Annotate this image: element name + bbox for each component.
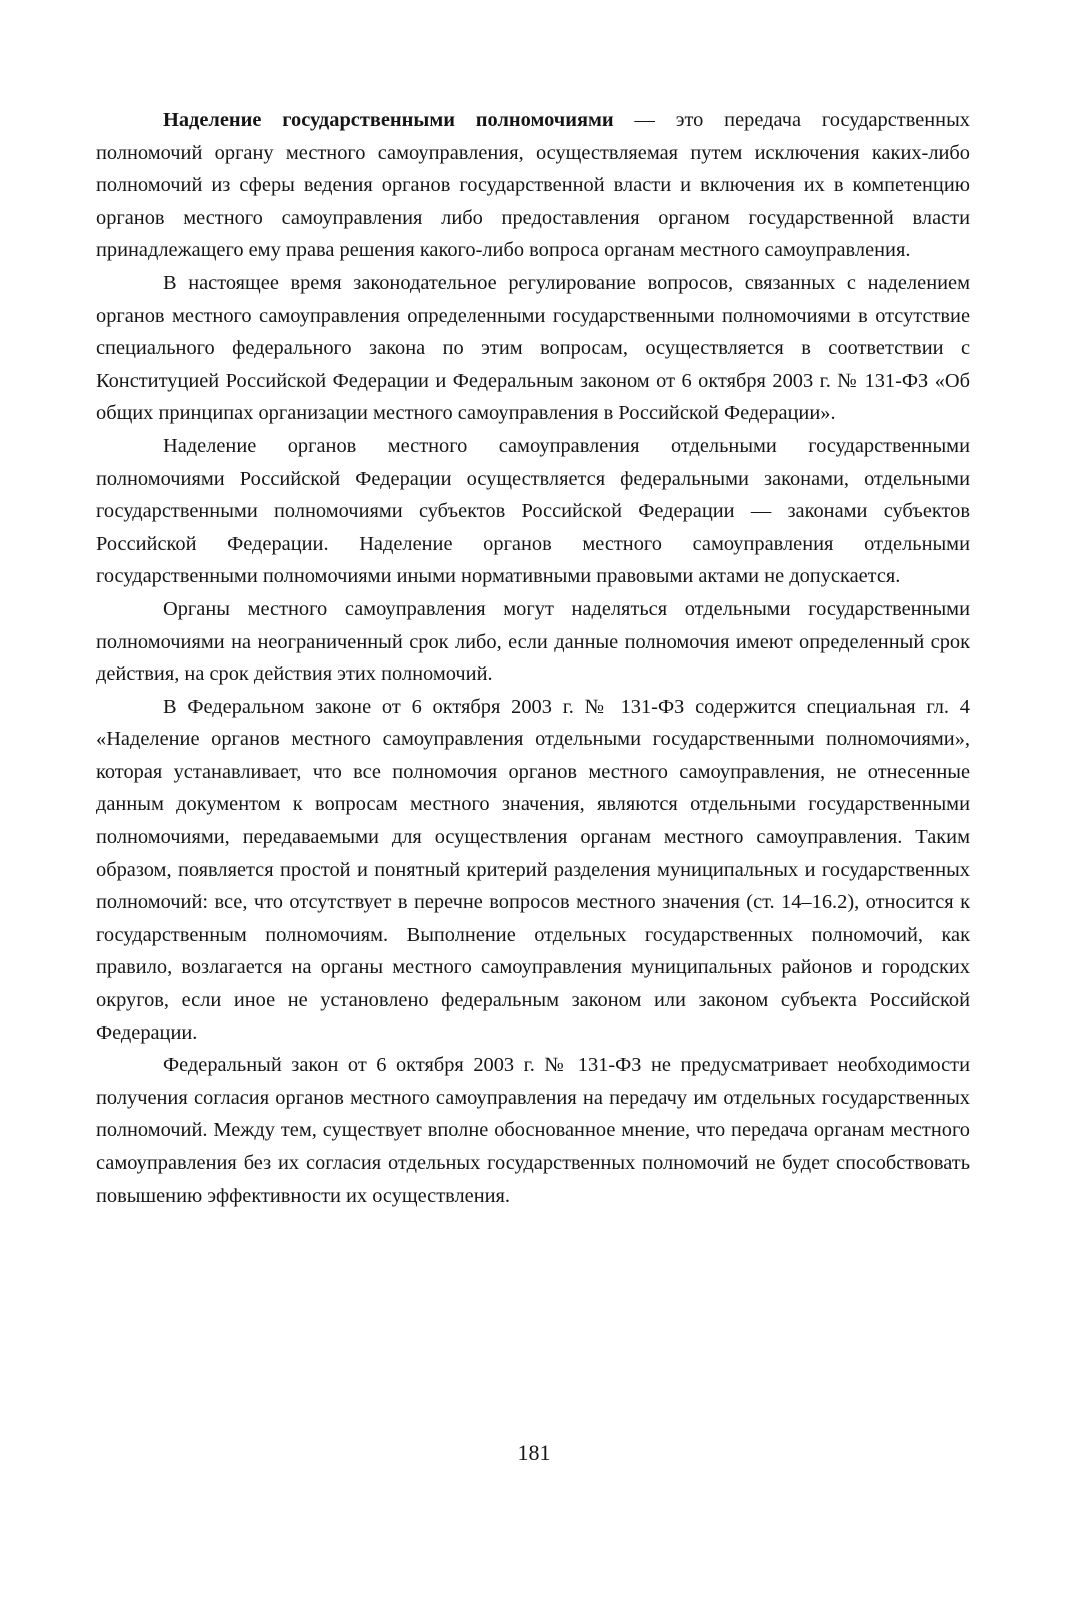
paragraph: В Федеральном законе от 6 октября 2003 г. № 131-ФЗ содержится специальная гл. 4 «Наделение органов местного самоуправления отдельными государственными полномочиями», которая устанавливает, что все полномочия органов местного самоуправления, не отнесенные данным документом к вопросам местного значения, являются отдельными государственными полномочиями, передаваемыми для осуществления органам местного самоуправления. Таким образом, появляется простой и понятный критерий разделения муниципальных и государственных полномочий: все, что отсутствует в перечне вопросов местного значения (ст. 14–16.2), относится к государственным полномочиям. Выполнение отдельных государственных полномочий, как правило, возлагается на органы местного самоуправления муниципальных районов и городских округов, если иное не установлено федеральным законом или законом субъекта Российской Федерации. <box>96 695 970 1044</box>
body-text <box>96 104 970 1212</box>
paragraph: В настоящее время законодательное регулирование вопросов, связанных с наделением органов местного самоуправления определенными государственными полномочиями в отсутствие специального федерального закона по этим вопросам, осуществляется в соответствии с Конституцией Российской Федерации и Федеральным законом от 6 октября 2003 г. № 131-ФЗ «Об общих принципах организации местного самоуправления в Российской Федерации». <box>96 271 970 425</box>
paragraph: Федеральный закон от 6 октября 2003 г. № 131-ФЗ не предусматривает необходимости получения согласия органов местного самоуправления на передачу им отдельных государственных полномочий. Между тем, существует вполне обоснованное мнение, что передача органам местного самоуправления без их согласия отдельных государственных полномочий не будет способствовать повышению эффективности их осуществления. <box>96 1054 970 1207</box>
paragraph-definition <box>96 104 970 267</box>
paragraph: Наделение органов местного самоуправления отдельными государственными полномочиями Российской Федерации осуществляется федеральными законами, отдельными государственными полномочиями субъектов Российской Федерации — законами субъектов Российской Федерации. Наделение органов местного самоуправления отдельными государственными полномочиями иными нормативными правовыми актами не допускается. <box>96 434 970 588</box>
paragraph-text: — это передача государственных полномочий органу местного самоуправления, осуществляемая путем исключения каких-либо полномочий из сферы ведения органов государственной власти и включения их в компетенцию органов местного самоуправления либо предоставления органом государственной власти принадлежащего ему права решения какого-либо вопроса органам местного самоуправления. <box>96 109 970 262</box>
defined-term: Наделение государственными полномочиями <box>163 109 614 131</box>
paragraph: Органы местного самоуправления могут наделяться отдельными государственными полномочиями на неограниченный срок либо, если данные полномочия имеют определенный срок действия, на срок действия этих полномочий. <box>96 597 970 686</box>
page-number: 181 <box>517 1440 551 1465</box>
